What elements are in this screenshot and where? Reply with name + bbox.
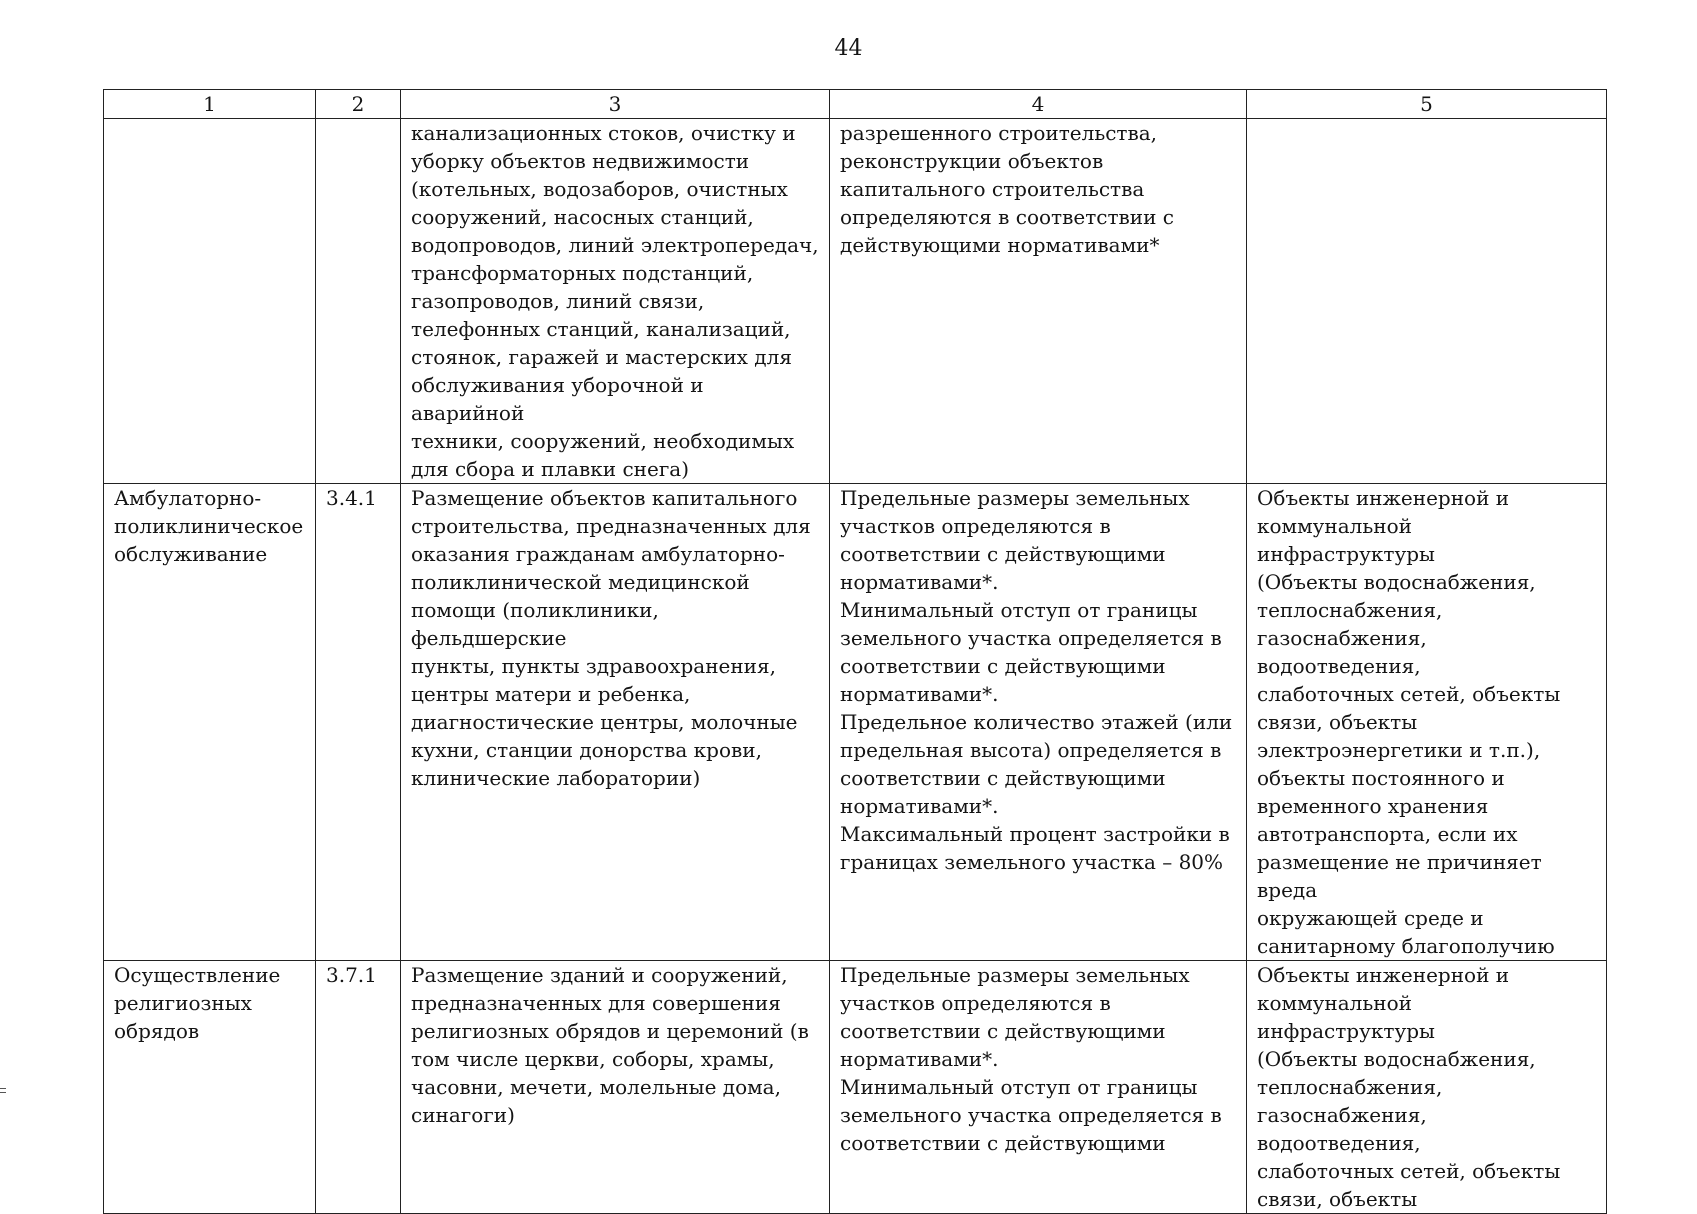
code-cell <box>316 119 401 484</box>
use-type-text: Осуществление религиозных обрядов <box>114 963 281 1043</box>
header-col-2: 2 <box>316 90 401 119</box>
parameters-cell <box>830 484 1247 961</box>
auxiliary-uses-cell <box>1247 119 1607 484</box>
description-text: Размещение объектов капитального строительства, предназначенных для оказания гражданам амбулаторно- поликлинической медицинской помощи (поликлиники, фельдшерские пункты, пункты здравоохранения, центры матери и ребенка, диагностические центры, молочные кухни, станции донорства крови, клинические лаборатории) <box>411 486 811 790</box>
header-col-5: 5 <box>1247 90 1607 119</box>
header-col-1: 1 <box>104 90 316 119</box>
auxiliary-uses-text: Объекты инженерной и коммунальной инфраструктуры (Объекты водоснабжения, теплоснабжения, газоснабжения, водоотведения, слаботочных сетей, объекты связи, объекты электроэнергетики и т.п.), объекты постоянного и временного хранения автотранспорта, если их размещение не причиняет вреда окружающей среде и санитарному благополучию <box>1257 486 1561 958</box>
parameters-text: Предельные размеры земельных участков определяются в соответствии с действующими нормативами*. Минимальный отступ от границы земельного участка определяется в соответствии с действующими нормативами*. Предельное количество этажей (или предельная высота) определяется в соответствии с действующими нормативами*. Максимальный процент застройки в границах земельного участка – 80% <box>840 486 1233 874</box>
use-type-cell <box>104 484 316 961</box>
description-cell <box>401 484 830 961</box>
code-text: 3.4.1 <box>326 486 377 510</box>
description-text: канализационных стоков, очистку и уборку объектов недвижимости (котельных, водозаборов, очистных сооружений, насосных станций, водопроводов, линий электропередач, трансформаторных подстанций, газопроводов, линий связи, телефонных станций, канализаций, стоянок, гаражей и мастерских для обслуживания уборочной и аварийной техники, сооружений, необходимых для сбора и плавки снега) <box>411 121 819 481</box>
table-row <box>104 484 1607 961</box>
parameters-text: Предельные размеры земельных участков определяются в соответствии с действующими нормативами*. Минимальный отступ от границы земельного участка определяется в соответствии с действующими <box>840 963 1222 1155</box>
parameters-cell <box>830 119 1247 484</box>
description-cell <box>401 119 830 484</box>
description-cell <box>401 961 830 1214</box>
parameters-cell <box>830 961 1247 1214</box>
use-type-cell <box>104 961 316 1214</box>
description-text: Размещение зданий и сооружений, предназначенных для совершения религиозных обрядов и церемоний (в том числе церкви, соборы, храмы, часовни, мечети, молельные дома, синагоги) <box>411 963 809 1127</box>
land-use-table <box>103 89 1607 1214</box>
code-cell <box>316 484 401 961</box>
parameters-text: разрешенного строительства, реконструкции объектов капитального строительства определяются в соответствии с действующими нормативами* <box>840 121 1175 257</box>
header-col-3: 3 <box>401 90 830 119</box>
code-text: 3.7.1 <box>326 963 377 987</box>
page-number: 44 <box>834 36 863 61</box>
use-type-text: Амбулаторно- поликлиническое обслуживание <box>114 486 304 566</box>
header-col-4: 4 <box>830 90 1247 119</box>
table-header-row <box>104 90 1607 119</box>
code-cell <box>316 961 401 1214</box>
table-row <box>104 119 1607 484</box>
auxiliary-uses-cell <box>1247 484 1607 961</box>
table-row <box>104 961 1607 1214</box>
auxiliary-uses-cell <box>1247 961 1607 1214</box>
auxiliary-uses-text: Объекты инженерной и коммунальной инфраструктуры (Объекты водоснабжения, теплоснабжения, газоснабжения, водоотведения, слаботочных сетей, объекты связи, объекты <box>1257 963 1561 1211</box>
scan-edge-mark <box>0 1088 6 1093</box>
use-type-cell <box>104 119 316 484</box>
